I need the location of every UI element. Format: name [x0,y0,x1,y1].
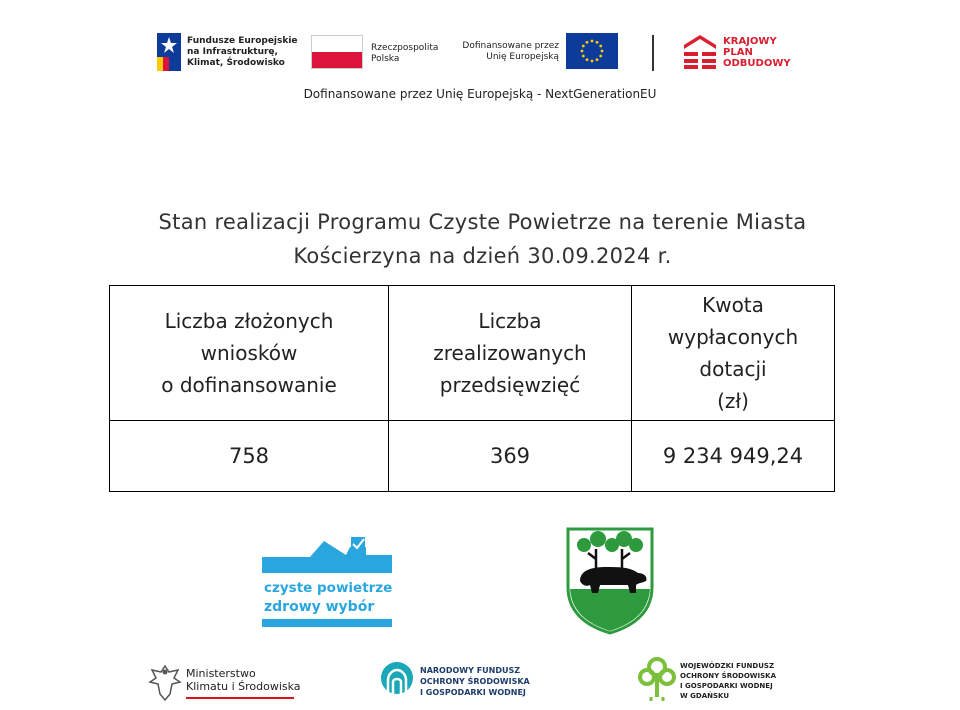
ministry-text: Ministerstwo Klimatu i Środowiska [186,667,301,693]
page-title: Stan realizacji Programu Czyste Powietrze na terenie Miasta Kościerzyna na dzień 30.09.2024 r. [158,210,807,268]
eu-cofinanced-text: Dofinansowane przez Unię Europejską [462,41,559,62]
header-completed-projects: Liczba zrealizowanych przedsięwzięć [389,286,632,421]
rzeczpospolita-text: Rzeczpospolita Polska [371,43,439,64]
logo-separator [652,35,654,71]
czyste-powietrze-logo [262,537,392,627]
fundusze-europejskie-logo [157,33,181,71]
fundusze-europejskie-text: Fundusze Europejskie na Infrastrukturę, Klimat, Środowisko [187,36,298,68]
polish-eagle-icon [148,664,182,702]
kpo-logo-icon [684,35,716,69]
kpo-text: KRAJOWY PLAN ODBUDOWY [723,36,791,69]
polish-flag [311,35,363,69]
table-header-row [110,286,835,421]
header-submitted-applications: Liczba złożonych wniosków o dofinansowanie [110,286,389,421]
city-crest-bear [566,527,654,635]
value-paid-subsidies: 9 234 949,24 [632,421,835,492]
value-completed-projects: 369 [389,421,632,492]
nfosigw-logo-icon [379,660,415,700]
nfosigw-text: NARODOWY FUNDUSZ OCHRONY ŚRODOWISKA I GOSPODARKI WODNEJ [420,666,530,697]
nextgeneration-caption: Dofinansowane przez Unię Europejską - NextGenerationEU [303,87,657,101]
table-row [110,421,835,492]
cp-line2: zdrowy wybór [264,599,375,615]
header-paid-subsidies: Kwota wypłaconych dotacji (zł) [632,286,835,421]
cp-line1: czyste powietrze [264,580,392,596]
statistics-table [109,285,835,492]
eu-flag [566,33,618,69]
ministry-red-line [186,697,294,699]
wfosigw-tree-icon [638,655,676,703]
value-submitted-applications: 758 [110,421,389,492]
wfosigw-text: WOJEWÓDZKI FUNDUSZ OCHRONY ŚRODOWISKA I GOSPODARKI WODNEJ W GDAŃSKU [680,662,777,700]
